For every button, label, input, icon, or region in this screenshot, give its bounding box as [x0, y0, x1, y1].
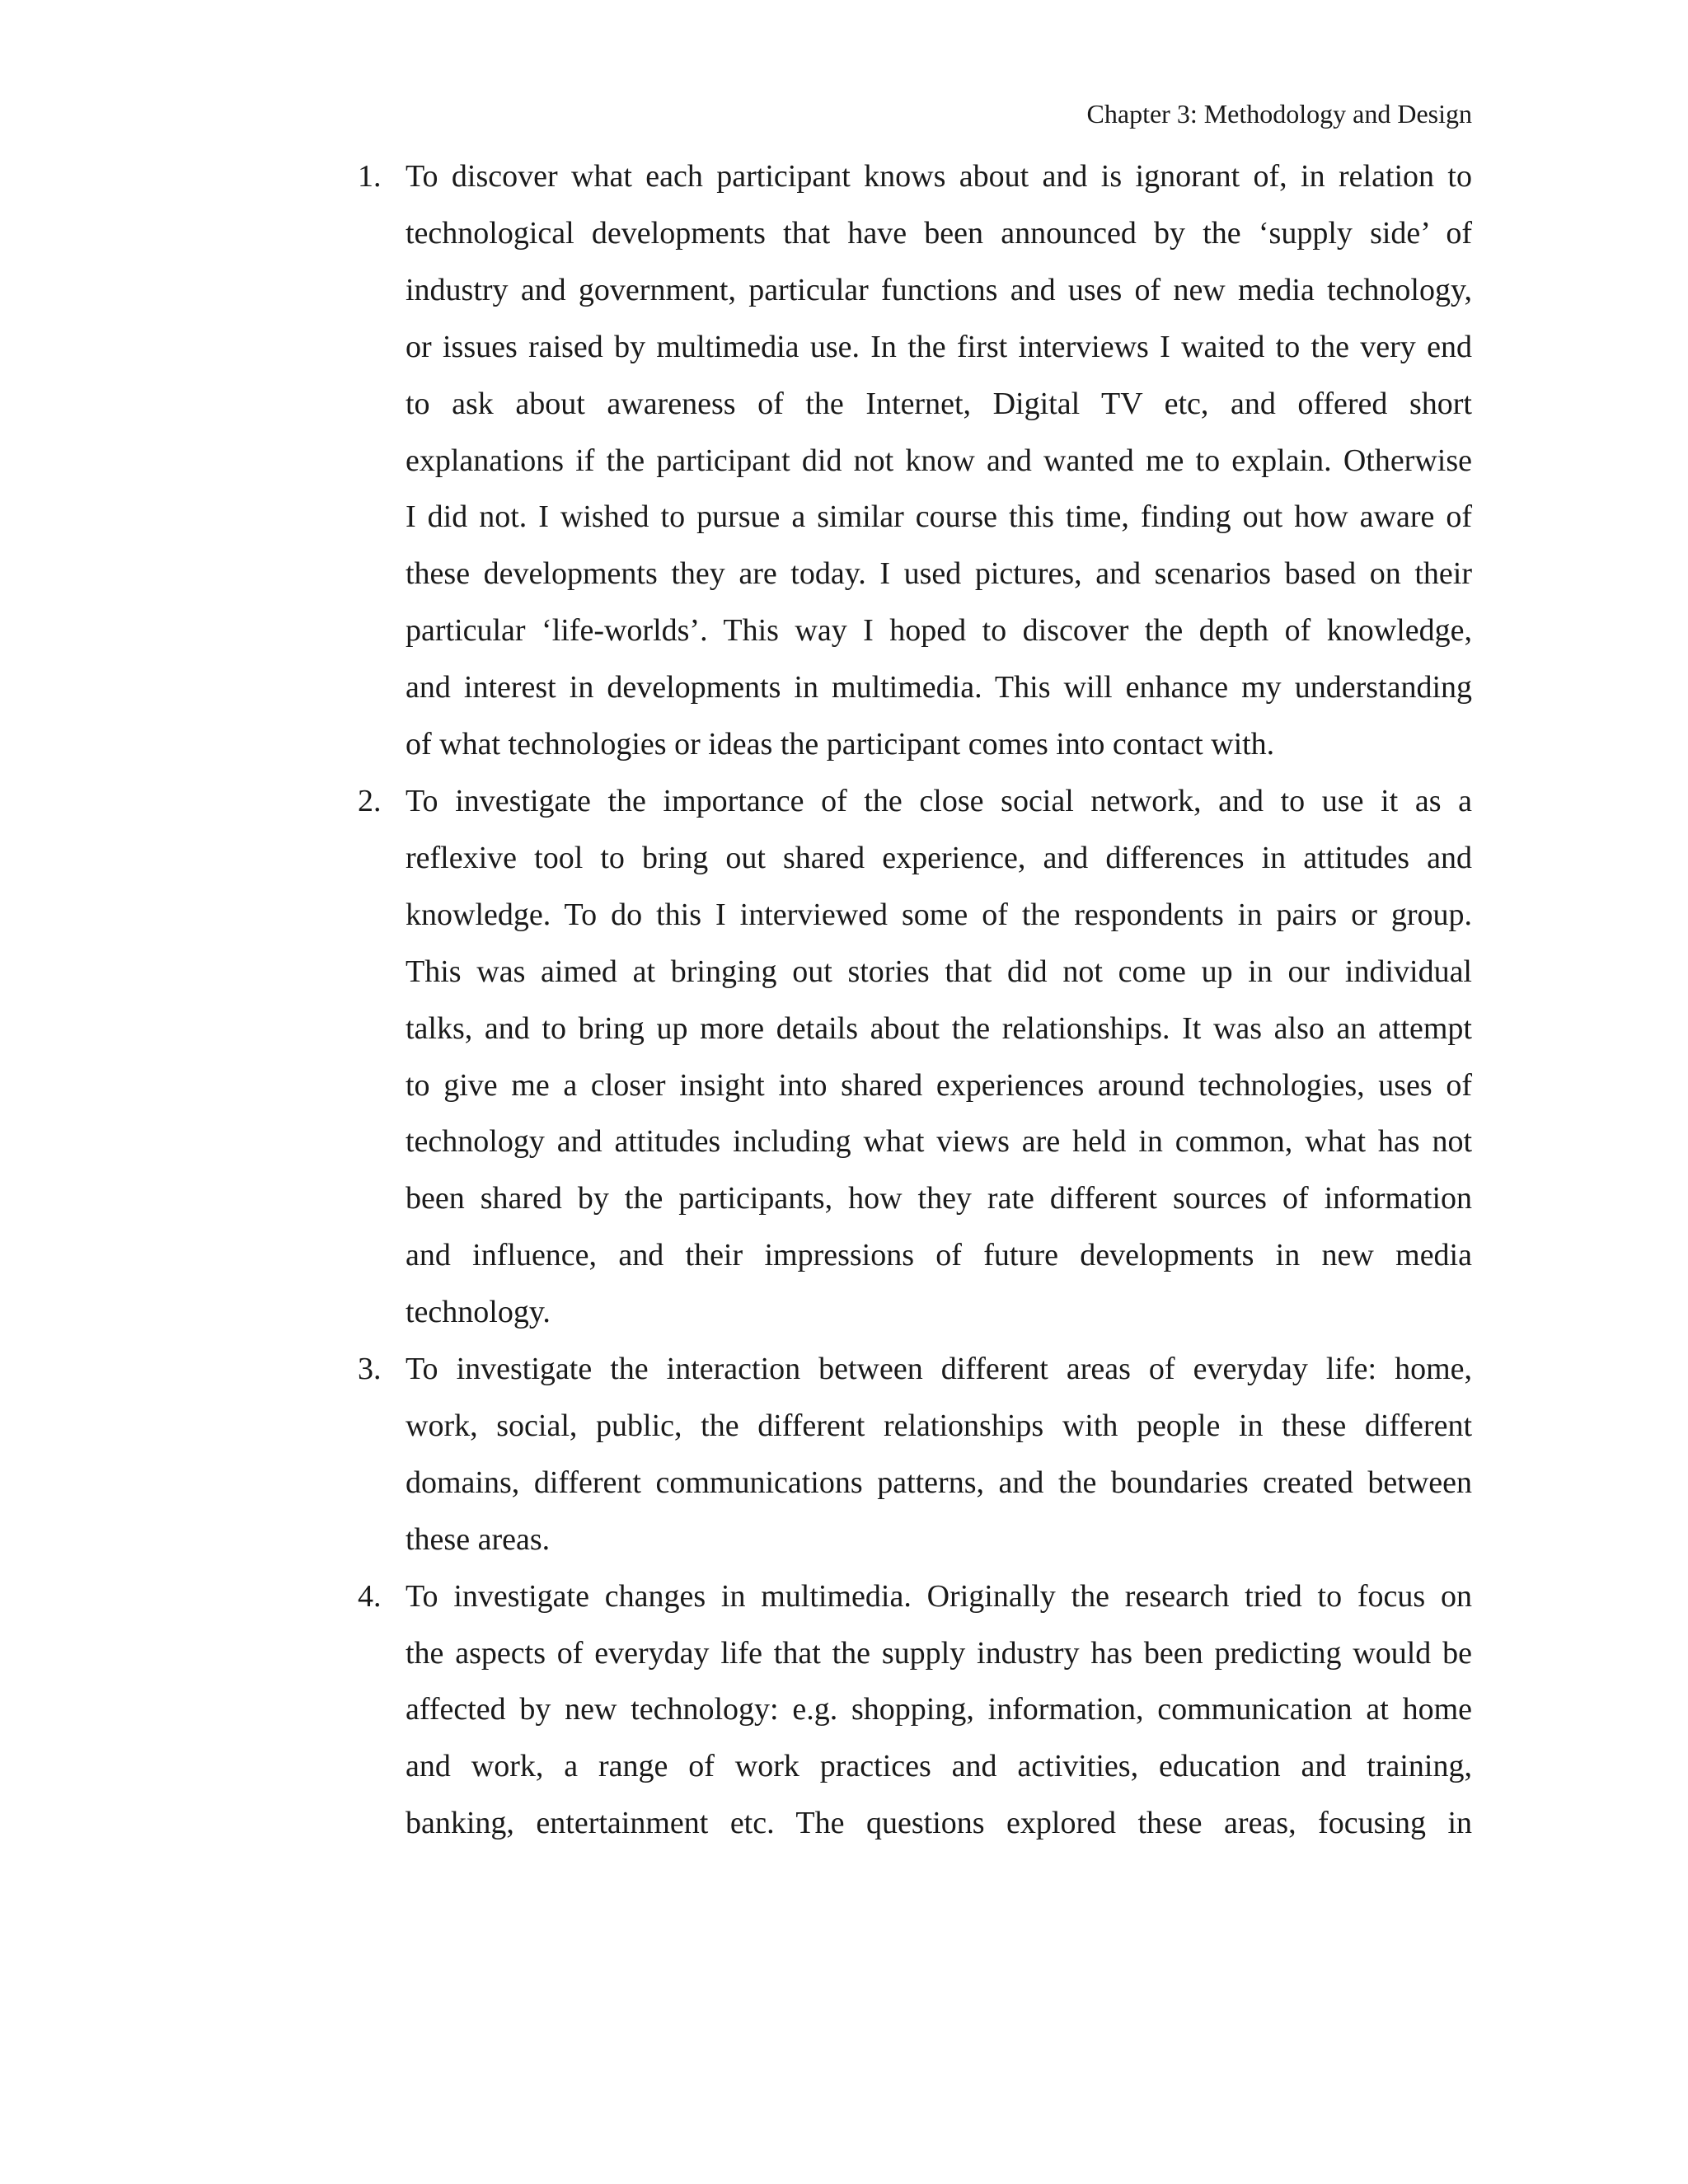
text-line: or issues raised by multimedia use. In the first interviews I waited to the very end — [406, 329, 1472, 364]
text-line: work, social, public, the different relationships with people in these different — [406, 1408, 1472, 1443]
list-item — [0, 1568, 1688, 1853]
text-line: the aspects of everyday life that the supply industry has been predicting would be — [406, 1635, 1472, 1671]
list-item-number: 4. — [358, 1578, 382, 1614]
text-line: and work, a range of work practices and activities, education and training, — [406, 1749, 1472, 1784]
text-line: affected by new technology: e.g. shopping, information, communication at home — [406, 1692, 1472, 1727]
text-line: technological developments that have been announced by the ‘supply side’ of — [406, 215, 1472, 251]
text-line: technology and attitudes including what views are held in common, what has not — [406, 1124, 1472, 1160]
text-line: reflexive tool to bring out shared experience, and differences in attitudes and — [406, 840, 1472, 875]
list-item-number: 2. — [358, 783, 382, 818]
list-item-number: 3. — [358, 1352, 382, 1387]
list-item — [0, 148, 1688, 773]
text-line: industry and government, particular functions and uses of new media technology, — [406, 272, 1472, 307]
text-line: talks, and to bring up more details about the relationships. It was also an attempt — [406, 1010, 1472, 1046]
list-item — [0, 1341, 1688, 1568]
text-line: I did not. I wished to pursue a similar course this time, finding out how aware of — [406, 499, 1472, 535]
list-item-number: 1. — [358, 159, 382, 194]
text-line: these areas. — [406, 1521, 551, 1557]
text-line: To discover what each participant knows about and is ignorant of, in relation to — [406, 159, 1472, 194]
text-line: been shared by the participants, how they rate different sources of information — [406, 1181, 1472, 1216]
list-item — [0, 773, 1688, 1341]
running-header: Chapter 3: Methodology and Design — [1086, 99, 1472, 129]
text-line: of what technologies or ideas the participant comes into contact with. — [406, 727, 1275, 762]
text-line: particular ‘life-worlds’. This way I hoped to discover the depth of knowledge, — [406, 613, 1472, 649]
text-line: To investigate the interaction between different areas of everyday life: home, — [406, 1352, 1472, 1387]
text-line: to give me a closer insight into shared experiences around technologies, uses of — [406, 1067, 1472, 1103]
text-line: technology. — [406, 1295, 551, 1330]
text-line: To investigate the importance of the close social network, and to use it as a — [406, 783, 1472, 818]
text-line: banking, entertainment etc. The questions explored these areas, focusing in — [406, 1806, 1472, 1841]
text-line: to ask about awareness of the Internet, Digital TV etc, and offered short — [406, 386, 1472, 421]
text-line: To investigate changes in multimedia. Originally the research tried to focus on — [406, 1578, 1472, 1614]
text-line: and influence, and their impressions of future developments in new media — [406, 1238, 1472, 1273]
text-line: domains, different communications patterns, and the boundaries created between — [406, 1465, 1472, 1500]
text-line: these developments they are today. I used pictures, and scenarios based on their — [406, 556, 1472, 592]
text-line: This was aimed at bringing out stories that did not come up in our individual — [406, 954, 1472, 989]
text-line: explanations if the participant did not know and wanted me to explain. Otherwise — [406, 443, 1472, 478]
text-line: knowledge. To do this I interviewed some of the respondents in pairs or group. — [406, 897, 1472, 932]
text-line: and interest in developments in multimedia. This will enhance my understanding — [406, 670, 1472, 705]
numbered-list — [0, 148, 1688, 1852]
